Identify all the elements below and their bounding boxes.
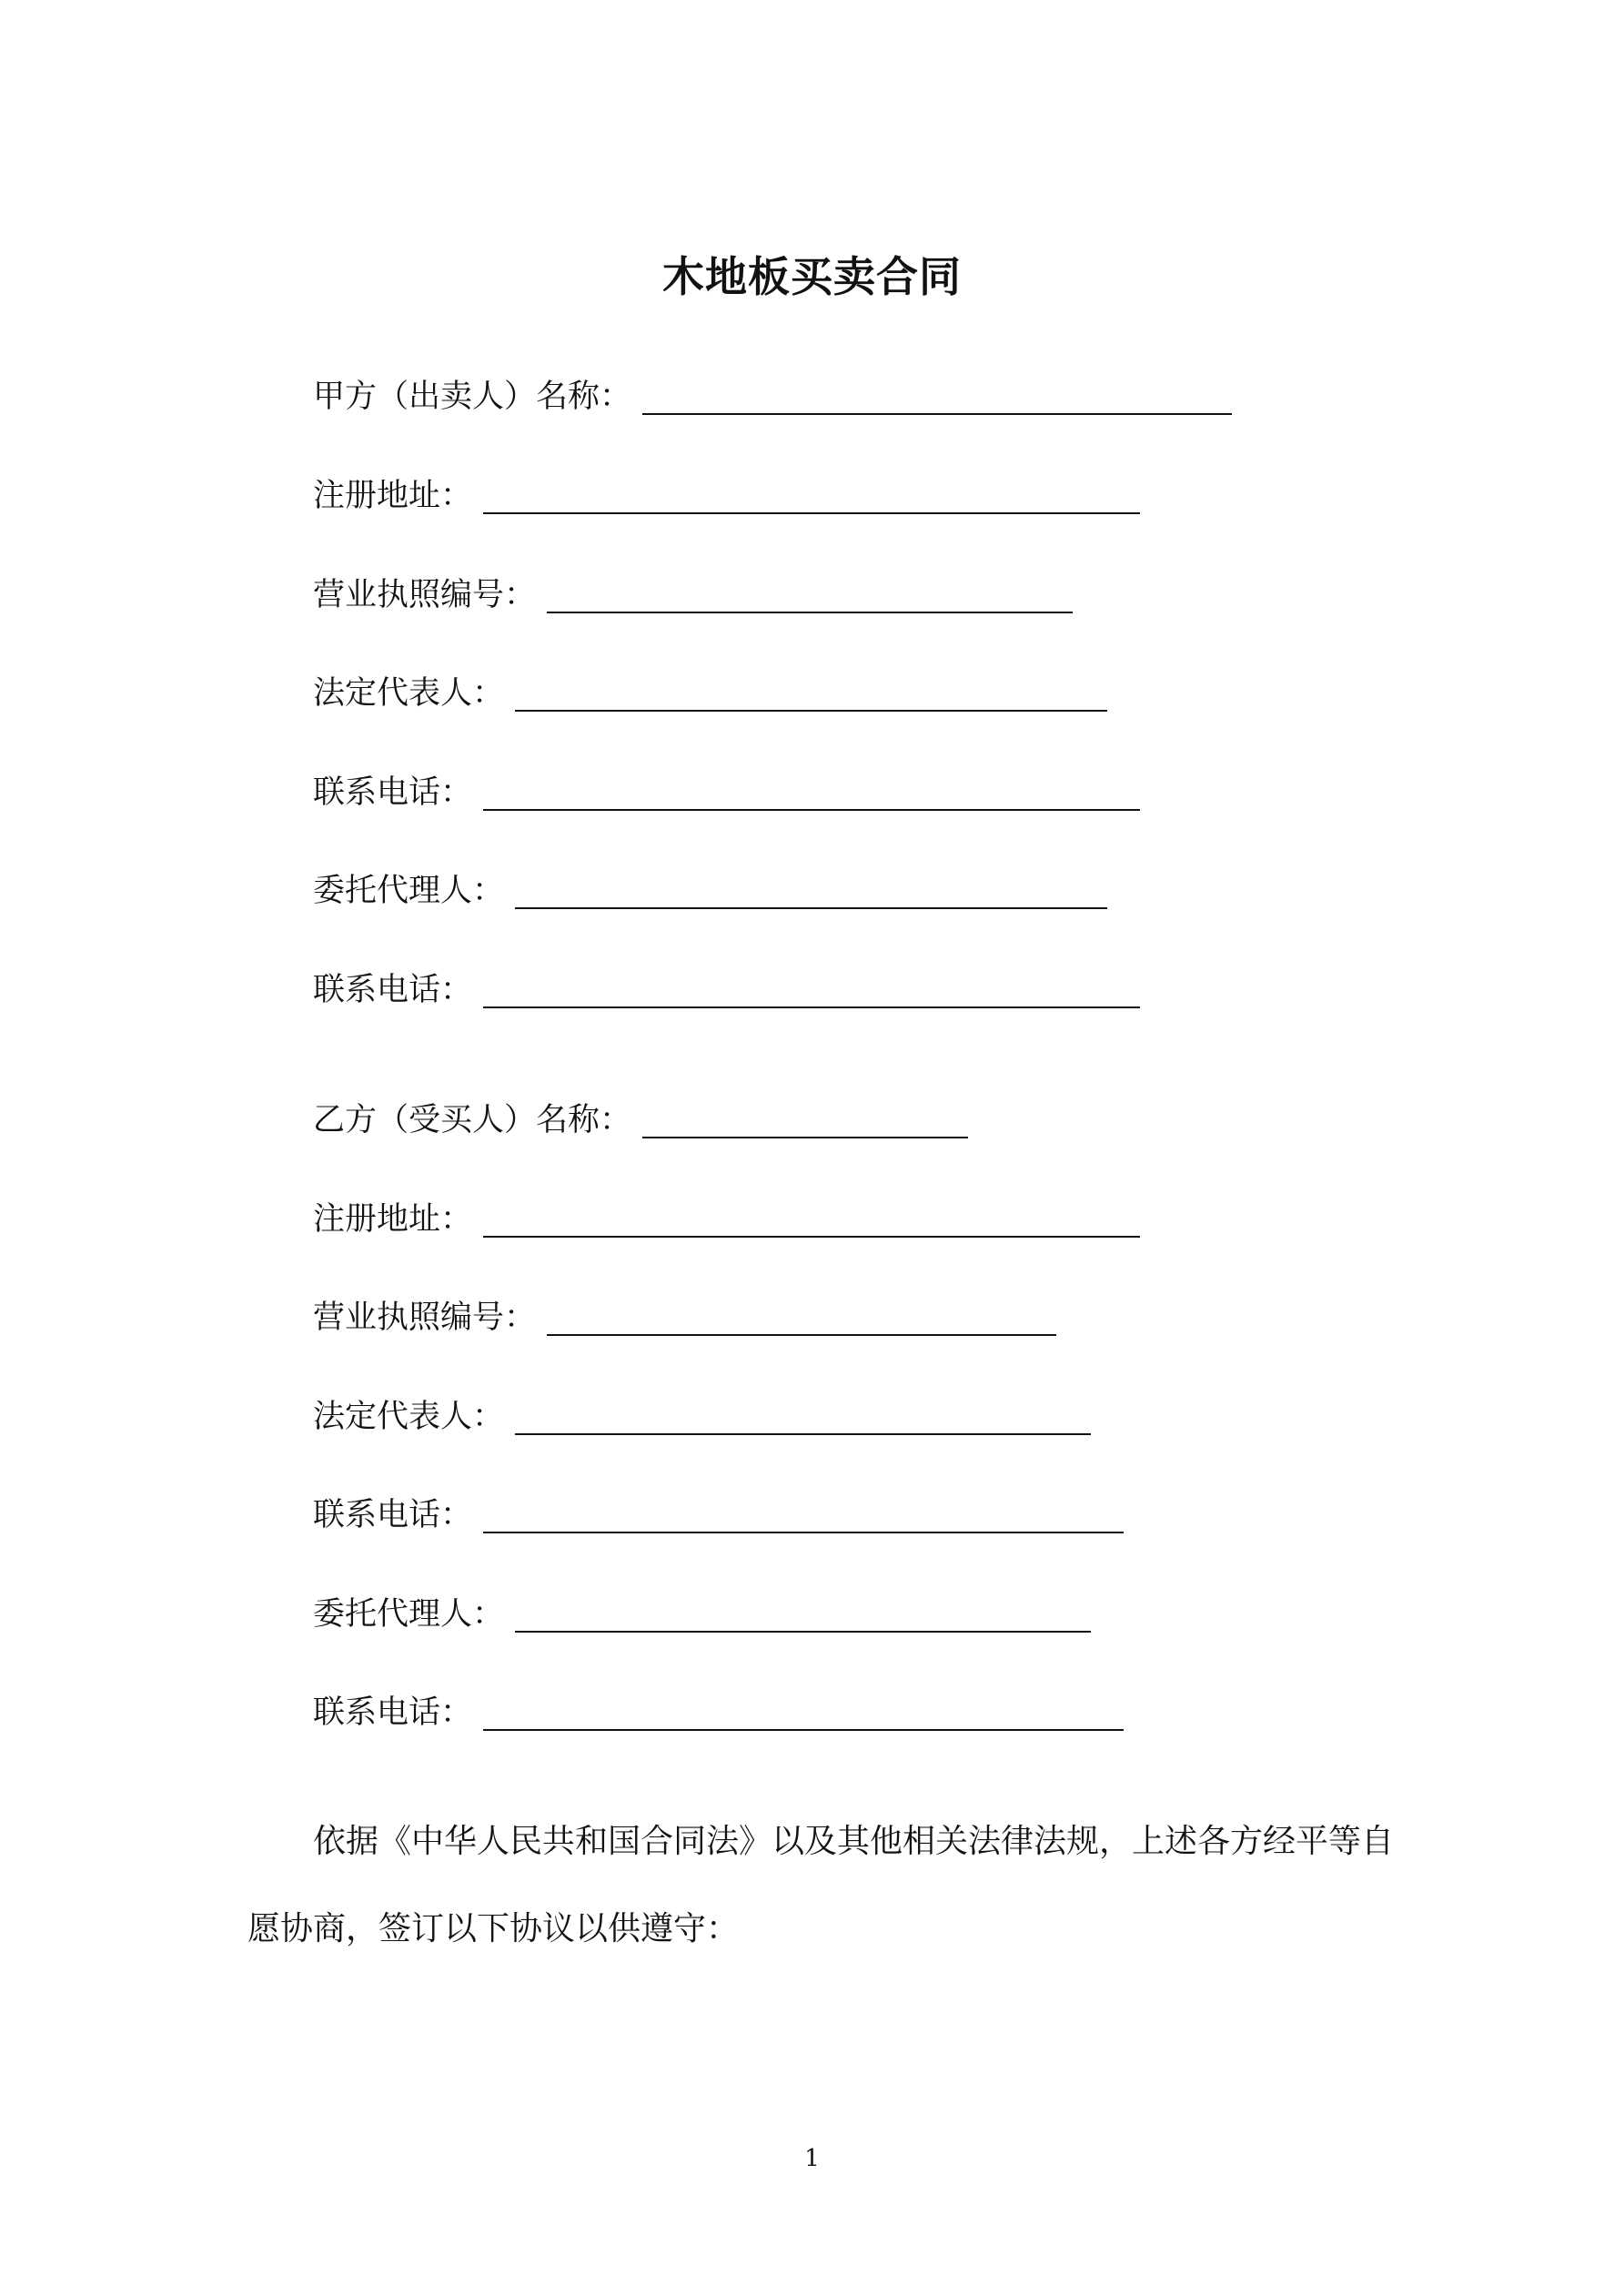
- party-a-agent-field: [313, 865, 1107, 913]
- party-a-agent-phone-field: [313, 965, 1140, 1012]
- party-b-name-label: 乙方（受买人）名称：: [313, 1102, 632, 1138]
- party-b-legal-rep-field: [313, 1391, 1091, 1439]
- intro-paragraph-line-2: 愿协商，签订以下协议以供遵守：: [247, 1910, 740, 1947]
- party-b-agent-phone-label: 联系电话：: [313, 1694, 473, 1731]
- party-b-address-field: [313, 1194, 1140, 1241]
- party-b-agent-phone-field: [313, 1687, 1124, 1735]
- party-b-phone-blank[interactable]: [483, 1497, 1124, 1533]
- party-a-legal-rep-blank[interactable]: [515, 675, 1107, 712]
- party-a-name-label: 甲方（出卖人）名称：: [313, 379, 632, 415]
- document-title: 木地板买卖合同: [662, 252, 962, 301]
- page-number: 1: [804, 2145, 820, 2172]
- party-b-legal-rep-blank[interactable]: [515, 1399, 1091, 1435]
- party-b-name-blank[interactable]: [642, 1102, 968, 1138]
- party-b-license-field: [313, 1292, 1056, 1340]
- party-b-agent-field: [313, 1589, 1091, 1636]
- party-a-license-field: [313, 570, 1073, 617]
- party-a-name-blank[interactable]: [642, 379, 1232, 415]
- party-a-license-label: 营业执照编号：: [313, 577, 537, 613]
- party-a-phone-label: 联系电话：: [313, 774, 473, 811]
- party-a-phone-blank[interactable]: [483, 774, 1140, 811]
- party-b-address-blank[interactable]: [483, 1201, 1140, 1238]
- party-a-agent-phone-blank[interactable]: [483, 972, 1140, 1008]
- party-a-agent-phone-label: 联系电话：: [313, 972, 473, 1008]
- party-b-agent-label: 委托代理人：: [313, 1596, 505, 1633]
- party-a-name-field: [313, 371, 1232, 419]
- party-a-agent-label: 委托代理人：: [313, 873, 505, 909]
- party-b-phone-field: [313, 1490, 1124, 1537]
- party-b-license-blank[interactable]: [547, 1300, 1056, 1336]
- party-a-license-blank[interactable]: [547, 577, 1073, 613]
- party-a-address-blank[interactable]: [483, 478, 1140, 514]
- party-b-phone-label: 联系电话：: [313, 1497, 473, 1533]
- party-b-name-field: [313, 1095, 968, 1142]
- party-a-address-label: 注册地址：: [313, 478, 473, 514]
- party-b-license-label: 营业执照编号：: [313, 1300, 537, 1336]
- party-a-address-field: [313, 470, 1140, 518]
- party-a-legal-rep-field: [313, 668, 1107, 715]
- party-a-phone-field: [313, 767, 1140, 814]
- party-b-agent-phone-blank[interactable]: [483, 1694, 1124, 1731]
- party-b-legal-rep-label: 法定代表人：: [313, 1399, 505, 1435]
- party-a-legal-rep-label: 法定代表人：: [313, 675, 505, 712]
- intro-paragraph-line-1: 依据《中华人民共和国合同法》以及其他相关法律法规，上述各方经平等自: [313, 1823, 1395, 1860]
- party-b-address-label: 注册地址：: [313, 1201, 473, 1238]
- party-a-agent-blank[interactable]: [515, 873, 1107, 909]
- party-b-agent-blank[interactable]: [515, 1596, 1091, 1633]
